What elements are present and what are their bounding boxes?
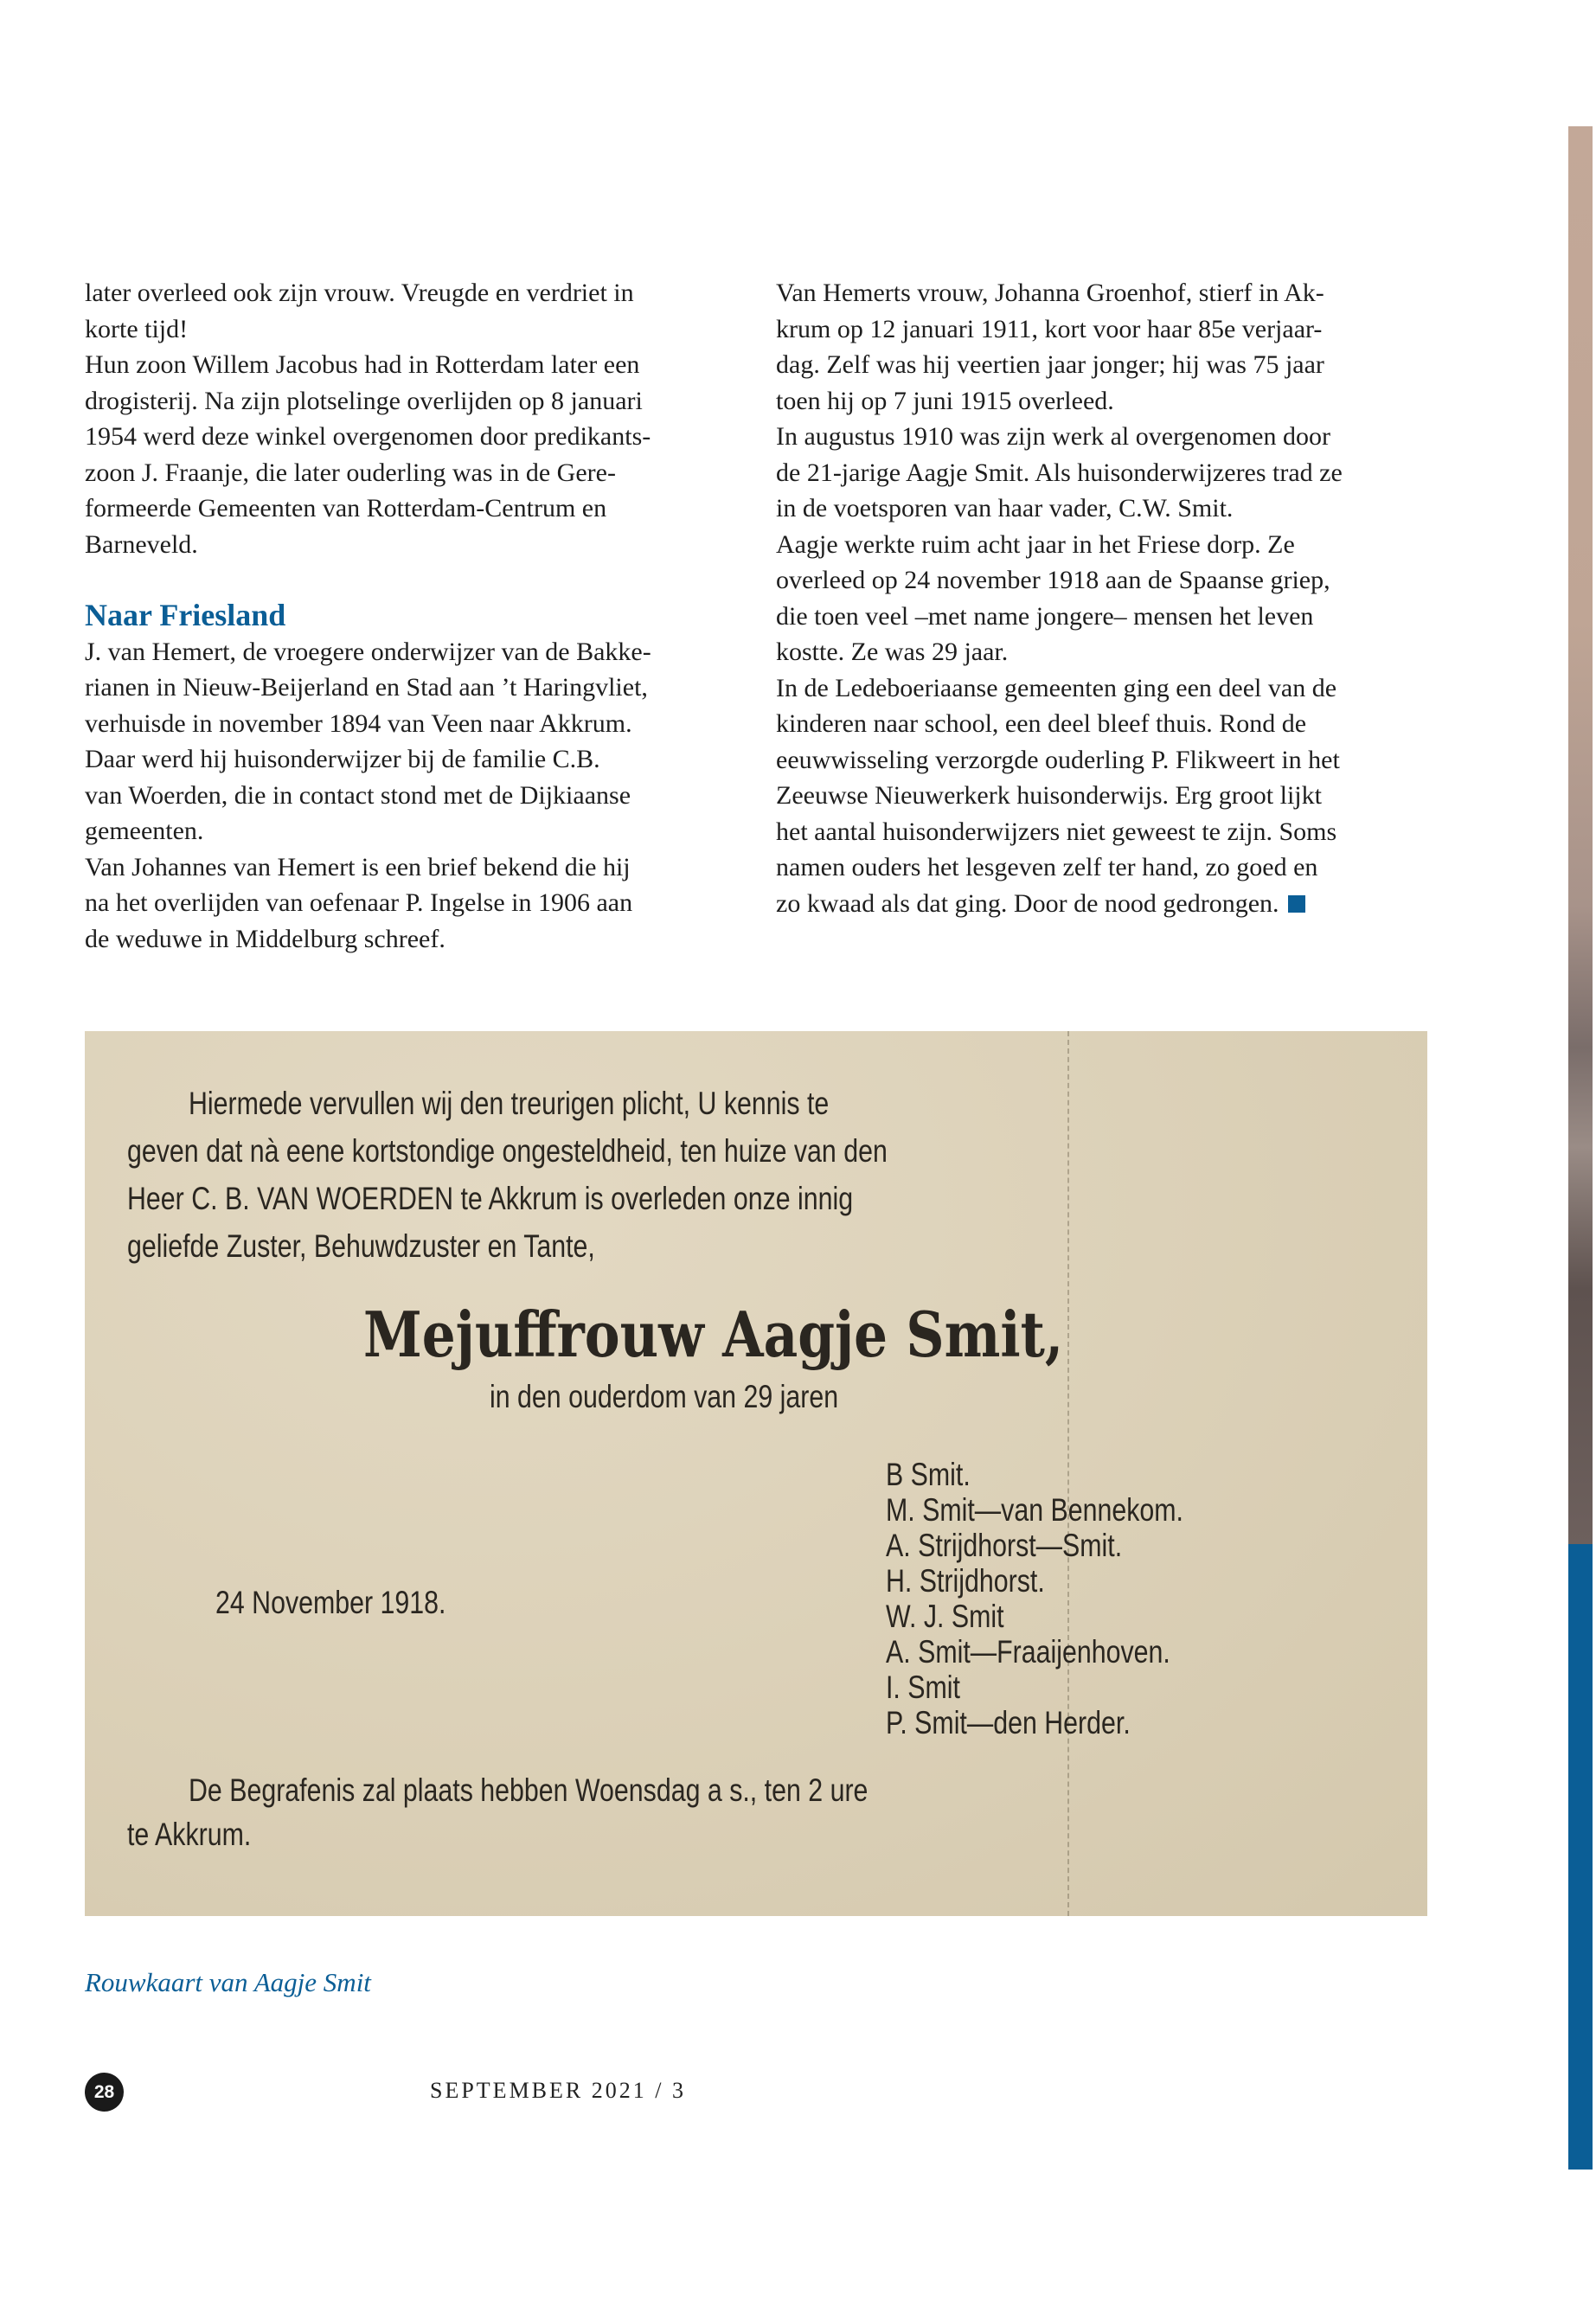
signatory: B Smit. [886, 1457, 971, 1492]
signatory: A. Smit—Fraaijenhoven. [886, 1634, 1170, 1670]
signatory: I. Smit [886, 1670, 960, 1705]
text-line: Aagje werkte ruim acht jaar in het Friese dorp. Ze [776, 529, 1295, 559]
section-heading: Naar Friesland [85, 598, 286, 632]
text-line: formeerde Gemeenten van Rotterdam-Centrum en [85, 494, 607, 522]
text-line: gemeenten. [85, 817, 204, 845]
text-line: die toen veel –met name jongere– mensen het leven [776, 601, 1314, 631]
card-intro-line: Hiermede vervullen wij den treurigen plicht, U kennis te [189, 1086, 830, 1121]
text-line: krum op 12 januari 1911, kort voor haar 85e verjaar- [776, 314, 1323, 343]
paragraph [776, 419, 1416, 527]
mourning-card-image [85, 1031, 1427, 1916]
text-line: toen hij op 7 juni 1915 overleed. [776, 386, 1114, 415]
text-line: Van Hemerts vrouw, Johanna Groenhof, stierf in Ak- [776, 279, 1324, 307]
text-line: namen ouders het lesgeven zelf ter hand, zo goed en [776, 853, 1318, 881]
signatory: H. Strijdhorst. [886, 1563, 1045, 1599]
card-intro-line: geven dat nà eene kortstondige ongesteldheid, ten huize van den [127, 1133, 888, 1169]
text-line: 1954 werd deze winkel overgenomen door predikants- [85, 422, 651, 451]
text-line: kostte. Ze was 29 jaar. [776, 638, 1009, 666]
text-line: Barneveld. [85, 529, 198, 559]
paragraph [85, 275, 725, 347]
fold-line [1067, 1031, 1069, 1916]
signatory: W. J. Smit [886, 1599, 1004, 1634]
card-deceased-name: Mejuffrouw Aagje Smit, [363, 1298, 1064, 1371]
edge-photo [1568, 126, 1593, 1544]
text-line: het aantal huisonderwijzers niet geweest te zijn. Soms [776, 817, 1337, 846]
text-line: van Woerden, die in contact stond met de Dijkiaanse [85, 780, 631, 810]
page-number-badge: 28 [85, 2073, 124, 2112]
text-line: In augustus 1910 was zijn werk al overgenomen door [776, 422, 1330, 451]
paragraph [776, 527, 1416, 670]
text-line: J. van Hemert, de vroegere onderwijzer van de Bakke- [85, 637, 651, 666]
paragraph [776, 275, 1416, 419]
signatory: P. Smit—den Herder. [886, 1705, 1131, 1740]
text-line: in de voetsporen van haar vader, C.W. Smit. [776, 494, 1234, 522]
card-intro-line: geliefde Zuster, Behuwdzuster en Tante, [127, 1228, 595, 1264]
text-line: overleed op 24 november 1918 aan de Spaanse griep, [776, 566, 1330, 594]
text-line: dag. Zelf was hij veertien jaar jonger; hij was 75 jaar [776, 350, 1324, 379]
text-line: drogisterij. Na zijn plotselinge overlijden op 8 januari [85, 386, 643, 415]
right-column [776, 275, 1416, 921]
image-caption: Rouwkaart van Aagje Smit [85, 1967, 371, 1997]
text-line: rianen in Nieuw-Beijerland en Stad aan ’t Haringvliet, [85, 673, 648, 702]
paragraph [85, 849, 725, 958]
card-funeral-line: De Begrafenis zal plaats hebben Woensdag a s., ten 2 ure [189, 1772, 869, 1808]
text-line: eeuwwisseling verzorgde ouderling P. Flikweert in het [776, 745, 1340, 774]
signatory: A. Strijdhorst—Smit. [886, 1528, 1123, 1563]
text-line: Hun zoon Willem Jacobus had in Rotterdam later een [85, 350, 640, 379]
end-mark-icon [1288, 895, 1305, 913]
text-line: zo kwaad als dat ging. Door de nood gedrongen. [776, 886, 1416, 922]
paragraph [85, 634, 725, 849]
text-line: Van Johannes van Hemert is een brief bekend die hij [85, 852, 631, 881]
text-line: Daar werd hij huisonderwijzer bij de familie C.B. [85, 745, 600, 773]
text-line: later overleed ook zijn vrouw. Vreugde en verdriet in [85, 279, 634, 307]
paragraph [776, 670, 1416, 922]
paragraph [85, 347, 725, 562]
issue-label: SEPTEMBER 2021 / 3 [430, 2078, 686, 2103]
text-line: na het overlijden van oefenaar P. Ingelse in 1906 aan [85, 888, 633, 917]
text-line: de 21-jarige Aagje Smit. Als huisonderwijzeres trad ze [776, 458, 1343, 487]
text-line: verhuisde in november 1894 van Veen naar Akkrum. [85, 708, 632, 738]
card-funeral-line: te Akkrum. [127, 1817, 252, 1852]
text-line: In de Ledeboeriaanse gemeenten ging een deel van de [776, 673, 1337, 702]
card-intro-line: Heer C. B. VAN WOERDEN te Akkrum is overleden onze innig [127, 1181, 854, 1216]
text-line: de weduwe in Middelburg schreef. [85, 924, 445, 953]
card-age: in den ouderdom van 29 jaren [490, 1379, 839, 1414]
text-line: zoon J. Fraanje, die later ouderling was in de Gere- [85, 458, 616, 487]
edge-strip [1568, 126, 1593, 2170]
signatory: M. Smit—van Bennekom. [886, 1492, 1183, 1528]
card-date: 24 November 1918. [215, 1585, 446, 1620]
text-line: kinderen naar school, een deel bleef thuis. Rond de [776, 709, 1307, 738]
text-line: Zeeuwse Nieuwerkerk huisonderwijs. Erg groot lijkt [776, 781, 1322, 810]
text-line: korte tijd! [85, 314, 189, 343]
left-column [85, 275, 725, 957]
edge-accent-bar [1568, 1544, 1593, 2170]
